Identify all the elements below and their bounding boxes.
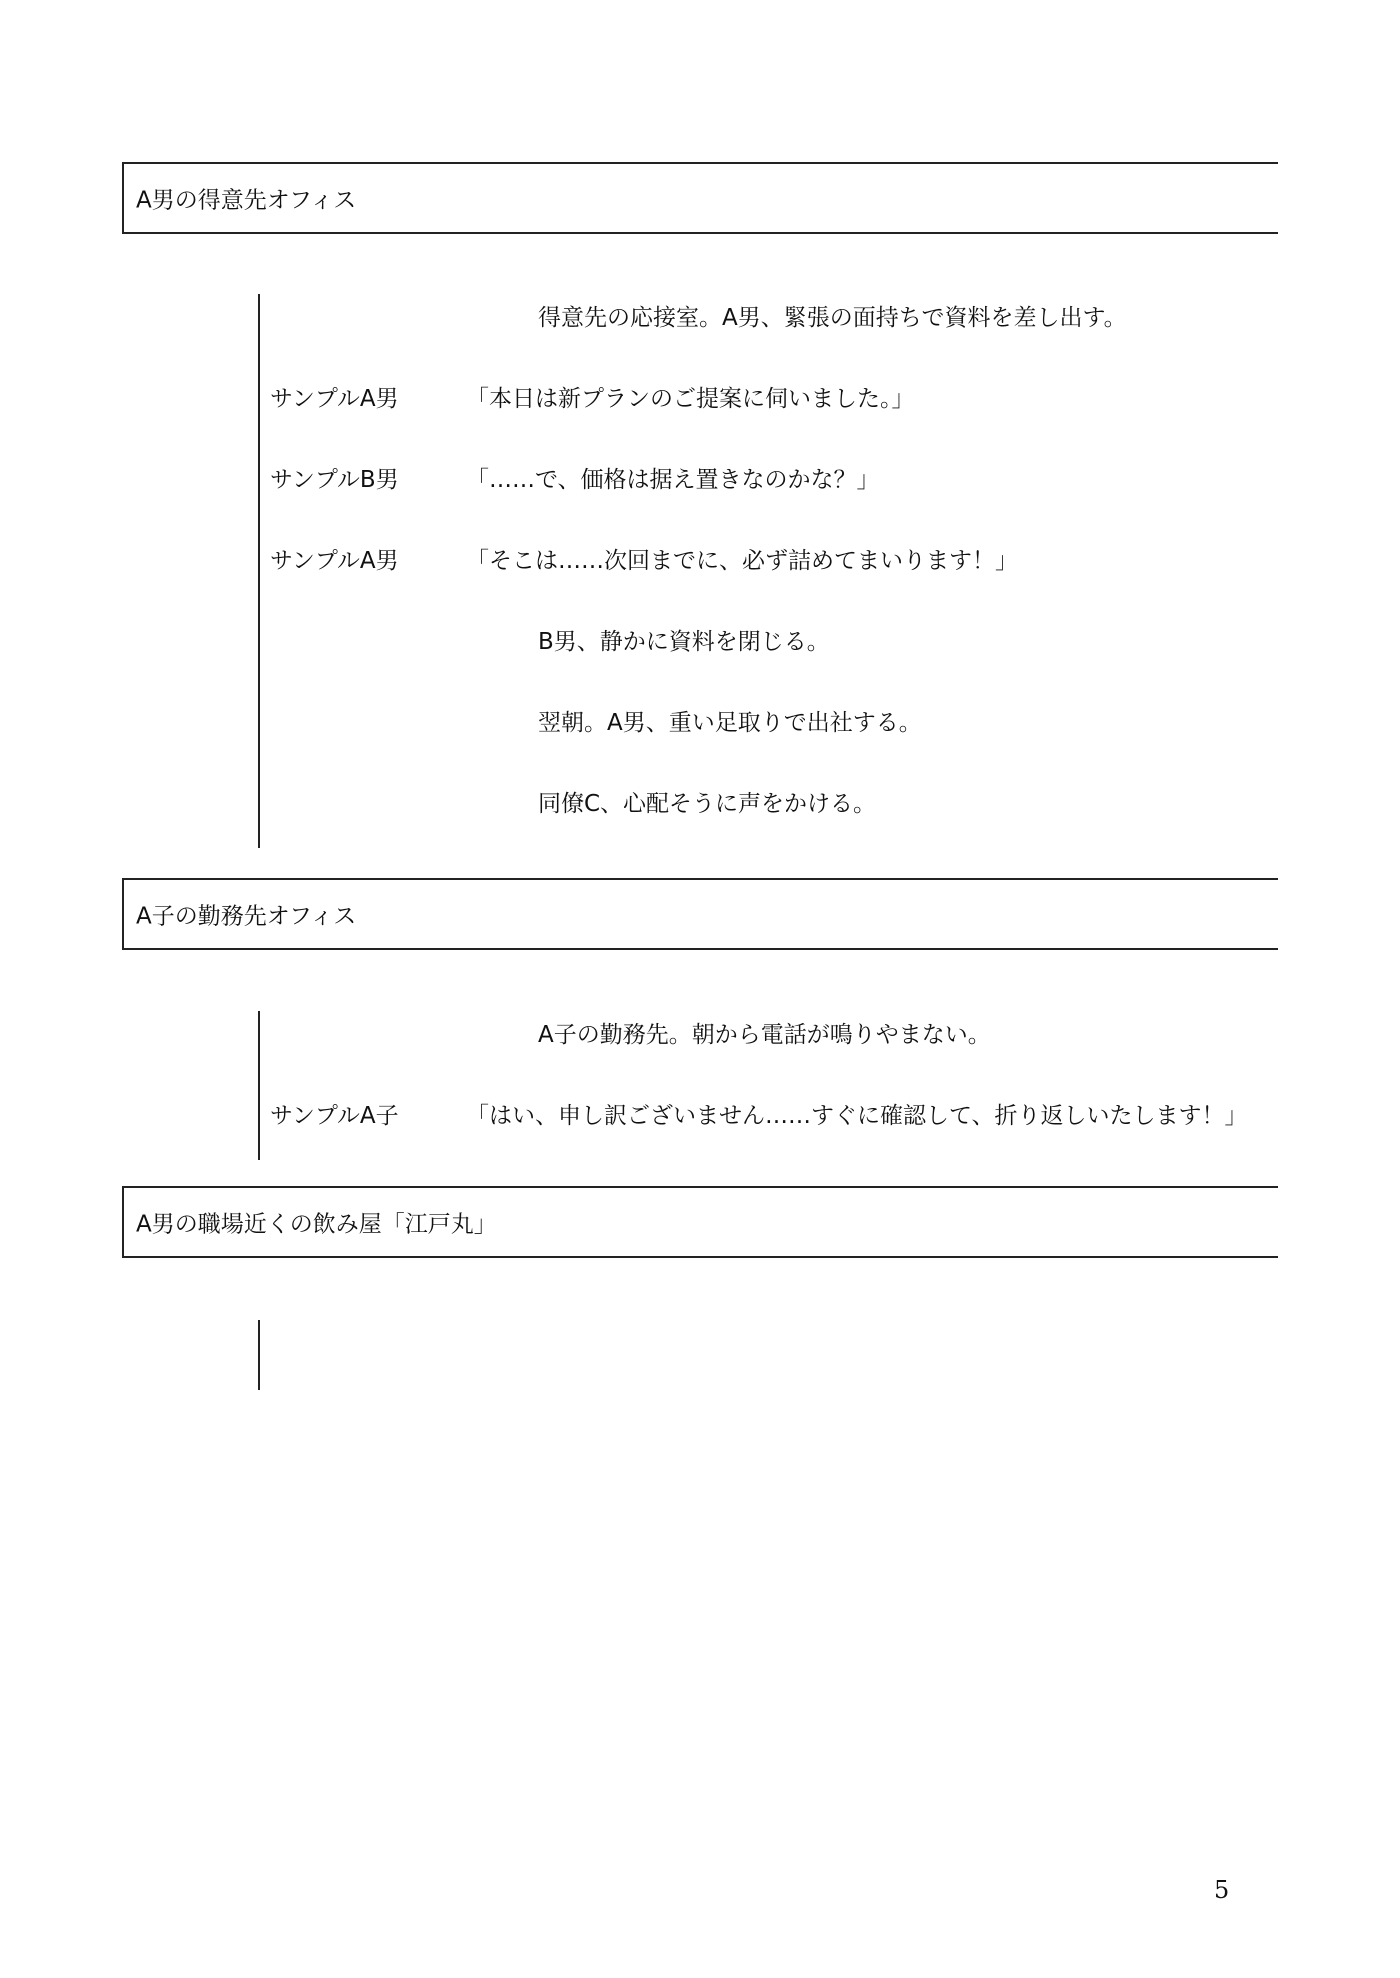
scene-title: A男の得意先オフィス bbox=[136, 187, 357, 214]
scene-heading-3 bbox=[122, 1186, 1278, 1258]
scene-heading-2 bbox=[122, 878, 1278, 950]
action-line: 同僚C、心配そうに声をかける。 bbox=[538, 791, 877, 817]
speaker-name: サンプルB男 bbox=[270, 467, 399, 493]
action-line: B男、静かに資料を閉じる。 bbox=[538, 629, 830, 655]
scene-title: A男の職場近くの飲み屋「江戸丸」 bbox=[136, 1211, 497, 1238]
scene-title: A子の勤務先オフィス bbox=[136, 903, 357, 930]
action-line: 翌朝。A男、重い足取りで出社する。 bbox=[538, 710, 922, 736]
scene-body-3 bbox=[258, 1320, 1278, 1390]
page-number: 5 bbox=[1214, 1876, 1230, 1904]
speaker-name: サンプルA子 bbox=[270, 1103, 399, 1129]
dialogue-line: 「そこは……次回までに、必ず詰めてまいります！」 bbox=[466, 548, 1018, 574]
action-line: A子の勤務先。朝から電話が鳴りやまない。 bbox=[538, 1022, 991, 1048]
dialogue-line: 「はい、申し訳ございません……すぐに確認して、折り返しいたします！」 bbox=[466, 1103, 1248, 1129]
scene-body-1 bbox=[258, 294, 1278, 848]
dialogue-line: 「本日は新プランのご提案に伺いました。」 bbox=[466, 386, 915, 412]
dialogue-line: 「……で、価格は据え置きなのかな？」 bbox=[466, 467, 880, 493]
speaker-name: サンプルA男 bbox=[270, 548, 399, 574]
speaker-name: サンプルA男 bbox=[270, 386, 399, 412]
scene-body-2 bbox=[258, 1011, 1278, 1160]
scene-heading-1 bbox=[122, 162, 1278, 234]
action-line: 得意先の応接室。A男、緊張の面持ちで資料を差し出す。 bbox=[538, 305, 1127, 331]
